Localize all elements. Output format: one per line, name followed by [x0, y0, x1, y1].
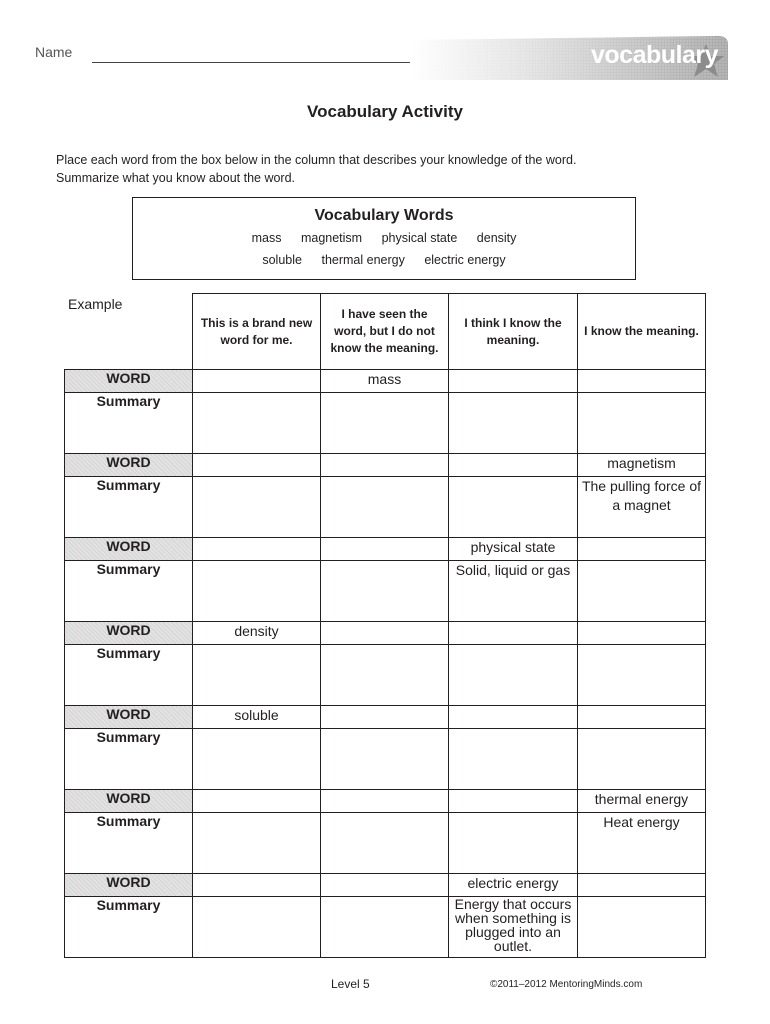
summary-cell[interactable]: Heat energy: [578, 813, 706, 874]
summary-row: [65, 561, 706, 622]
summary-row: [65, 729, 706, 790]
summary-cell[interactable]: [578, 561, 706, 622]
summary-cell[interactable]: [321, 645, 449, 706]
summary-cell[interactable]: [193, 393, 321, 454]
vocab-word: electric energy: [424, 253, 506, 267]
summary-cell[interactable]: [321, 477, 449, 538]
vocabulary-words-row: [133, 231, 635, 245]
word-row: [65, 874, 706, 897]
vocabulary-words-row: [133, 253, 635, 267]
summary-cell[interactable]: [193, 729, 321, 790]
summary-cell[interactable]: [193, 561, 321, 622]
word-cell[interactable]: [578, 874, 706, 897]
word-cell[interactable]: [321, 622, 449, 645]
instruction-line: Summarize what you know about the word.: [56, 171, 296, 185]
footer-level: Level 5: [331, 977, 370, 991]
column-header: I have seen the word, but I do not know the meaning.: [321, 294, 449, 370]
word-cell[interactable]: [578, 706, 706, 729]
summary-cell[interactable]: [321, 813, 449, 874]
word-label: WORD: [65, 538, 193, 561]
summary-label: Summary: [65, 813, 193, 874]
word-row: [65, 538, 706, 561]
summary-label: Summary: [65, 393, 193, 454]
word-cell[interactable]: magnetism: [578, 454, 706, 477]
summary-cell[interactable]: [193, 897, 321, 958]
word-cell[interactable]: [321, 454, 449, 477]
vocab-word: magnetism: [300, 231, 363, 245]
vocabulary-table: [64, 293, 706, 958]
summary-row: [65, 897, 706, 958]
word-cell[interactable]: [193, 454, 321, 477]
summary-cell[interactable]: [321, 561, 449, 622]
summary-cell[interactable]: [193, 477, 321, 538]
word-cell[interactable]: [193, 790, 321, 813]
word-cell[interactable]: density: [193, 622, 321, 645]
word-row: [65, 622, 706, 645]
word-cell[interactable]: [193, 370, 321, 393]
word-cell[interactable]: [321, 790, 449, 813]
summary-row: [65, 477, 706, 538]
summary-label: Summary: [65, 645, 193, 706]
summary-label: Summary: [65, 897, 193, 958]
word-label: WORD: [65, 454, 193, 477]
word-cell[interactable]: [449, 790, 578, 813]
word-label: WORD: [65, 370, 193, 393]
word-cell[interactable]: [321, 874, 449, 897]
word-cell[interactable]: [578, 538, 706, 561]
summary-cell[interactable]: [449, 729, 578, 790]
word-cell[interactable]: [449, 454, 578, 477]
word-cell[interactable]: [449, 370, 578, 393]
word-cell[interactable]: soluble: [193, 706, 321, 729]
column-header: I think I know the meaning.: [449, 294, 578, 370]
example-label: Example: [68, 296, 123, 312]
vocab-word: mass: [251, 231, 282, 245]
word-label: WORD: [65, 790, 193, 813]
name-field-line[interactable]: [92, 62, 410, 63]
summary-row: [65, 813, 706, 874]
banner-label: vocabulary: [590, 41, 718, 69]
vocabulary-words-box: [132, 197, 636, 280]
word-label: WORD: [65, 874, 193, 897]
summary-cell[interactable]: Solid, liquid or gas: [449, 561, 578, 622]
summary-cell[interactable]: [321, 897, 449, 958]
summary-label: Summary: [65, 477, 193, 538]
summary-cell[interactable]: [578, 897, 706, 958]
name-label: Name: [35, 44, 73, 60]
vocab-word: density: [476, 231, 517, 245]
header-row: [65, 294, 706, 370]
summary-cell[interactable]: [193, 645, 321, 706]
word-row: [65, 706, 706, 729]
word-label: WORD: [65, 622, 193, 645]
summary-cell[interactable]: [193, 813, 321, 874]
summary-cell[interactable]: [449, 393, 578, 454]
summary-cell[interactable]: [449, 477, 578, 538]
word-cell[interactable]: [578, 370, 706, 393]
corner-cell: [65, 294, 193, 370]
column-header: I know the meaning.: [578, 294, 706, 370]
word-row: [65, 454, 706, 477]
vocab-word: physical state: [381, 231, 458, 245]
summary-cell[interactable]: [578, 393, 706, 454]
summary-label: Summary: [65, 561, 193, 622]
summary-row: [65, 393, 706, 454]
vocabulary-box-title: Vocabulary Words: [314, 207, 454, 224]
word-row: [65, 790, 706, 813]
summary-row: [65, 645, 706, 706]
summary-cell[interactable]: [321, 729, 449, 790]
word-cell[interactable]: mass: [321, 370, 449, 393]
word-cell[interactable]: [193, 538, 321, 561]
word-row: [65, 370, 706, 393]
word-cell[interactable]: [449, 622, 578, 645]
instruction-line: Place each word from the box below in the column that describes your knowledge of the word.: [56, 153, 577, 167]
footer-copyright: ©2011–2012 MentoringMinds.com: [490, 979, 643, 990]
page-title: Vocabulary Activity: [307, 102, 463, 121]
summary-cell[interactable]: The pulling force of a magnet: [578, 477, 706, 538]
word-cell[interactable]: physical state: [449, 538, 578, 561]
column-header: This is a brand new word for me.: [193, 294, 321, 370]
summary-cell[interactable]: Energy that occurs when something is plugged into an outlet.: [449, 897, 578, 958]
word-cell[interactable]: [578, 622, 706, 645]
summary-cell[interactable]: [321, 393, 449, 454]
word-cell[interactable]: [321, 706, 449, 729]
instructions: [56, 151, 576, 187]
word-cell[interactable]: [193, 874, 321, 897]
summary-cell[interactable]: [578, 645, 706, 706]
word-cell[interactable]: [449, 706, 578, 729]
word-label: WORD: [65, 706, 193, 729]
word-cell[interactable]: electric energy: [449, 874, 578, 897]
summary-cell[interactable]: [449, 645, 578, 706]
summary-cell[interactable]: [578, 729, 706, 790]
word-cell[interactable]: thermal energy: [578, 790, 706, 813]
word-cell[interactable]: [321, 538, 449, 561]
vocab-word: thermal energy: [321, 253, 405, 267]
summary-label: Summary: [65, 729, 193, 790]
vocab-word: soluble: [262, 253, 302, 267]
summary-cell[interactable]: [449, 813, 578, 874]
